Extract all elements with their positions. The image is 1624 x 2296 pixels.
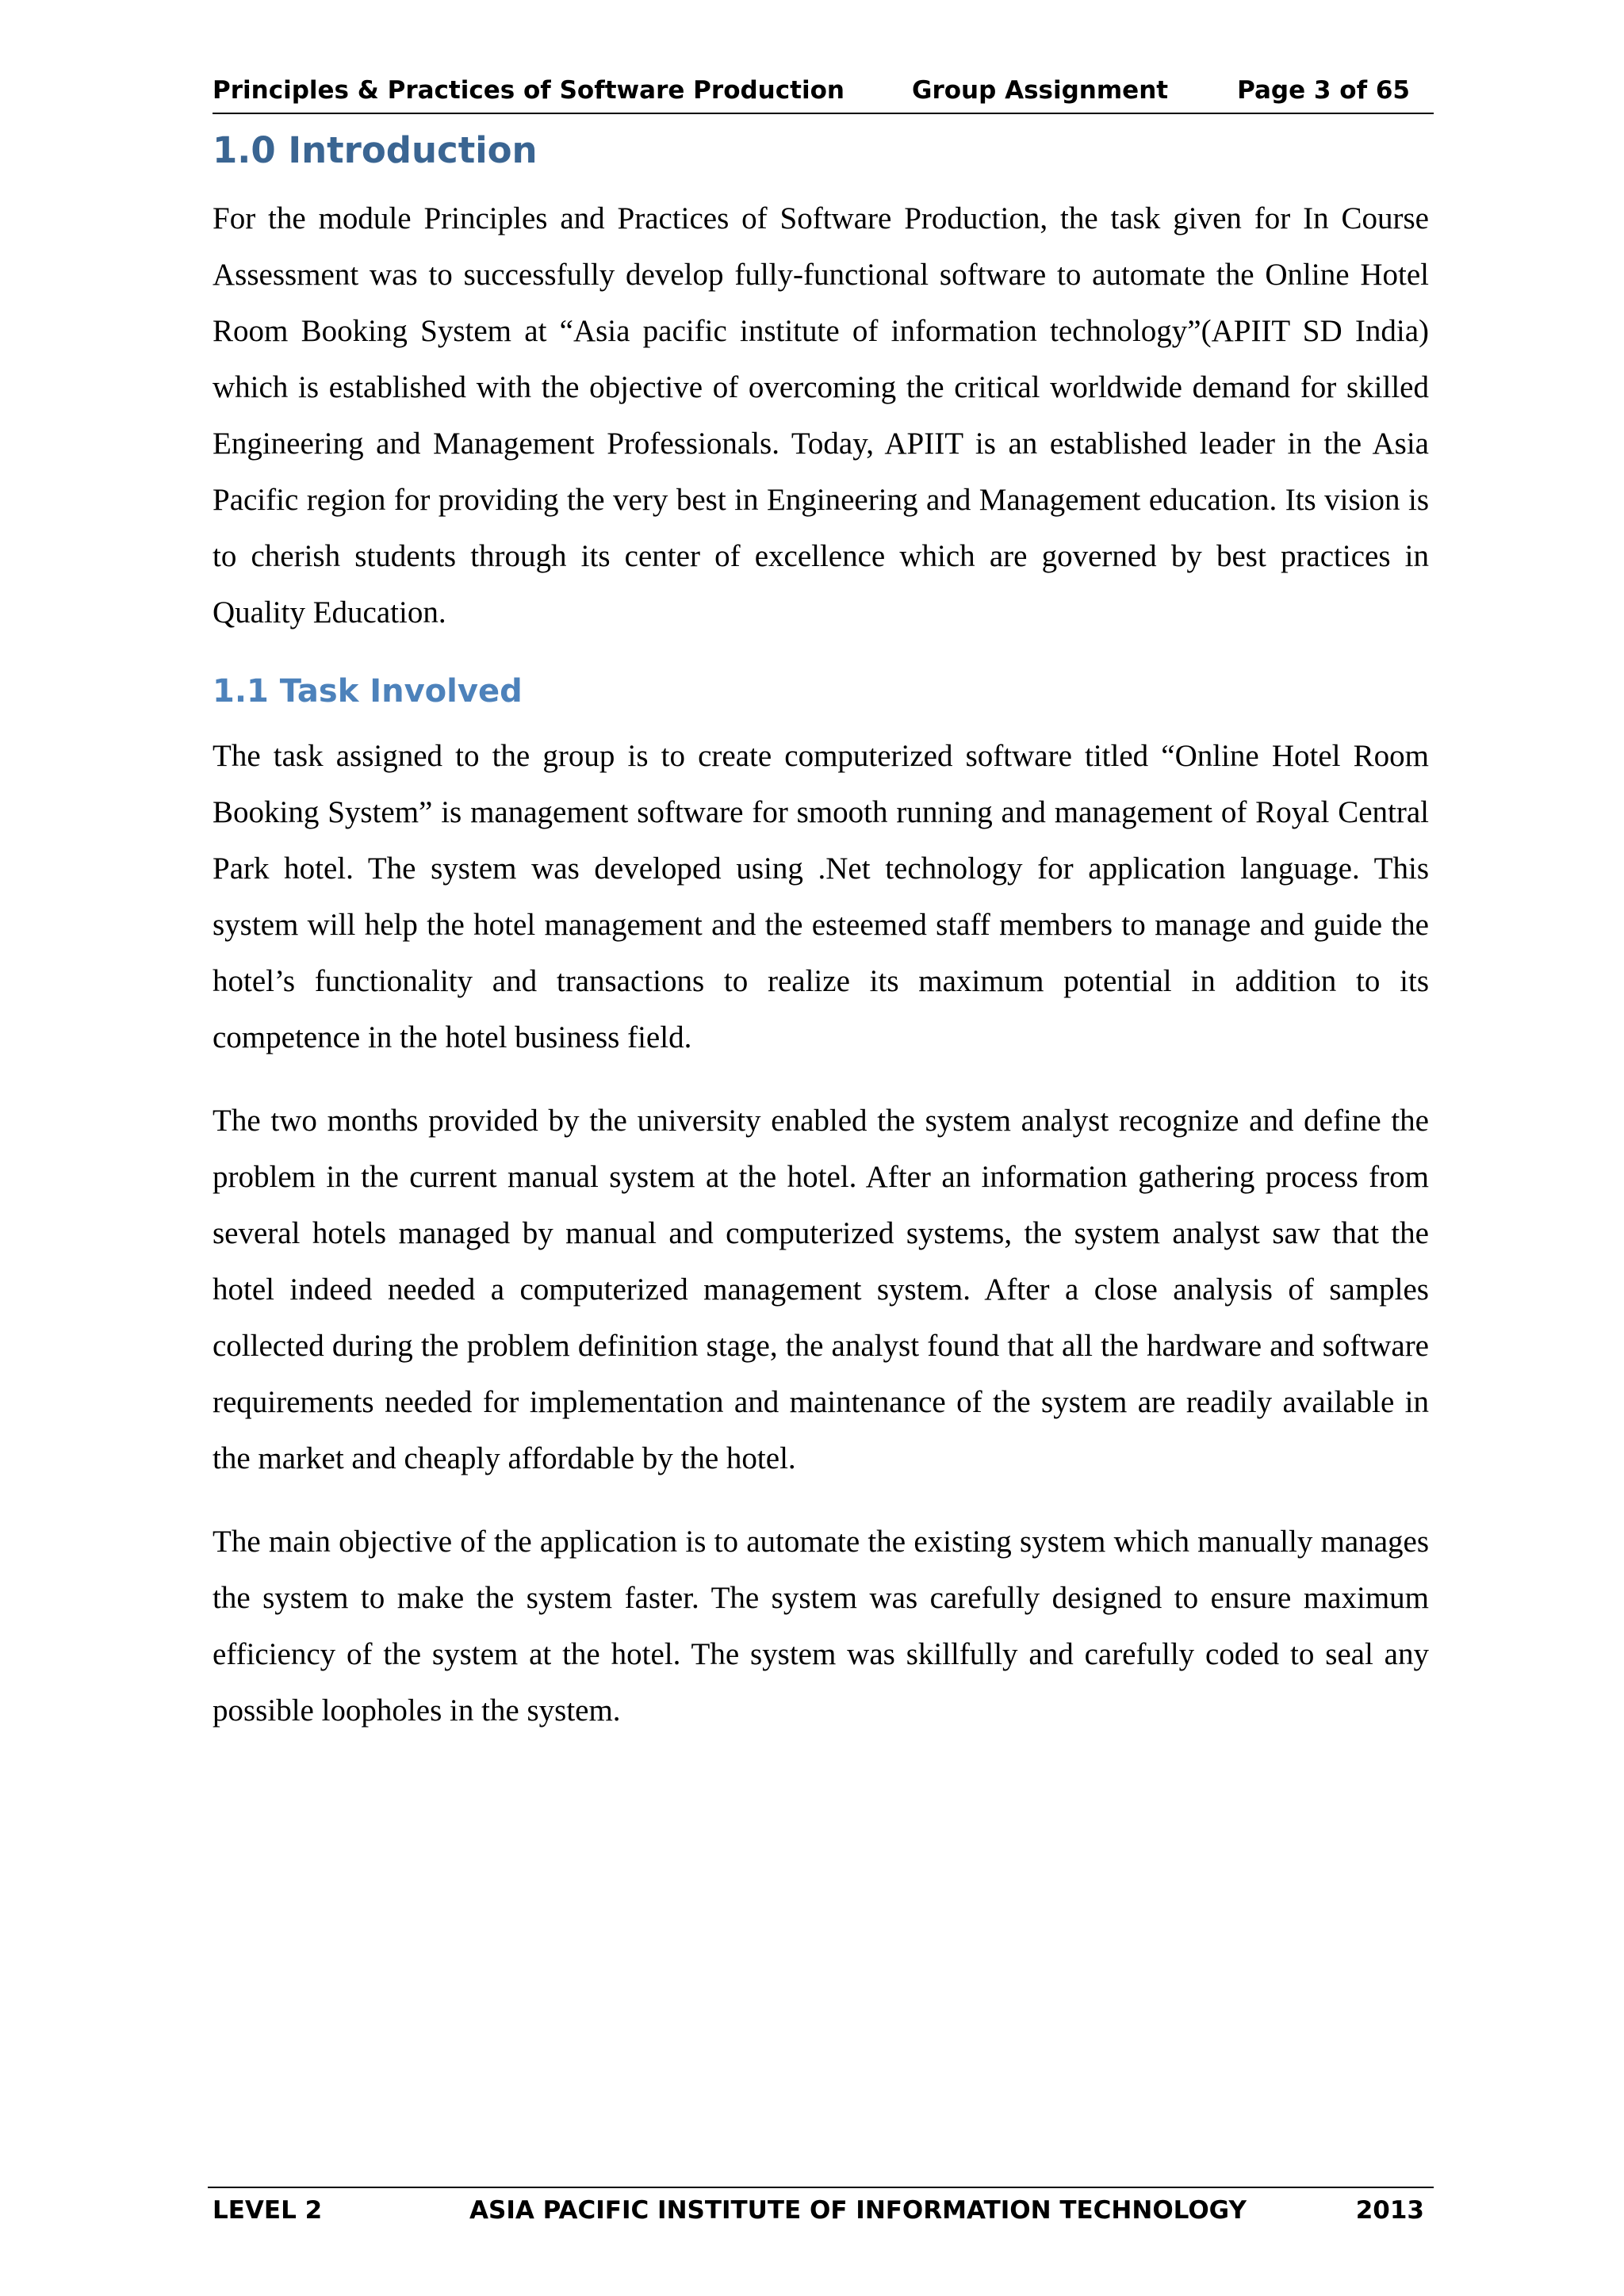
running-header (213, 73, 1434, 114)
footer-level: LEVEL 2 (213, 2196, 323, 2225)
task-paragraph-2: The two months provided by the university enabled the system analyst recognize and define the problem in the current manual system at the hotel. After an information gathering process from several hotels managed by manual and computerized systems, the system analyst saw that the hotel indeed needed a computerized management system. After a close analysis of samples collected during the problem definition stage, the analyst found that all the hardware and software requirements needed for implementation and maintenance of the system are readily available in the market and cheaply affordable by the hotel. (213, 1104, 1429, 1475)
header-assignment-label: Group Assignment (912, 76, 1169, 105)
task-paragraph-3: The main objective of the application is to automate the existing system which manually manages the system to make the system faster. The system was carefully designed to ensure maximum efficiency of the system at the hotel. The system was skillfully and carefully coded to seal any possible loopholes in the system. (213, 1525, 1429, 1728)
section-heading-introduction: 1.0 Introduction (213, 129, 538, 171)
running-footer (208, 2187, 1434, 2233)
section-heading-task-involved: 1.1 Task Involved (213, 673, 523, 710)
header-page-number: Page 3 of 65 (1237, 76, 1410, 105)
footer-institute: ASIA PACIFIC INSTITUTE OF INFORMATION TECHNOLOGY (469, 2196, 1247, 2225)
page-content (213, 125, 1429, 1766)
task-paragraph-1: The task assigned to the group is to create computerized software titled “Online Hotel Room Booking System” is management software for smooth running and management of Royal Central Park hotel. The system was developed using .Net technology for application language. This system will help the hotel management and the esteemed staff members to manage and guide the hotel’s functionality and transactions to realize its maximum potential in addition to its competence in the hotel business field. (213, 739, 1429, 1054)
introduction-paragraph: For the module Principles and Practices of Software Production, the task given for In Course Assessment was to successfully develop fully-functional software to automate the Online Hotel Room Booking System at “Asia pacific institute of information technology”(APIIT SD India) which is established with the objective of overcoming the critical worldwide demand for skilled Engineering and Management Professionals. Today, APIIT is an established leader in the Asia Pacific region for providing the very best in Engineering and Management education. Its vision is to cherish students through its center of excellence which are governed by best practices in Quality Education. (213, 201, 1429, 629)
header-module-title: Principles & Practices of Software Production (213, 76, 845, 105)
footer-year: 2013 (1355, 2196, 1424, 2225)
